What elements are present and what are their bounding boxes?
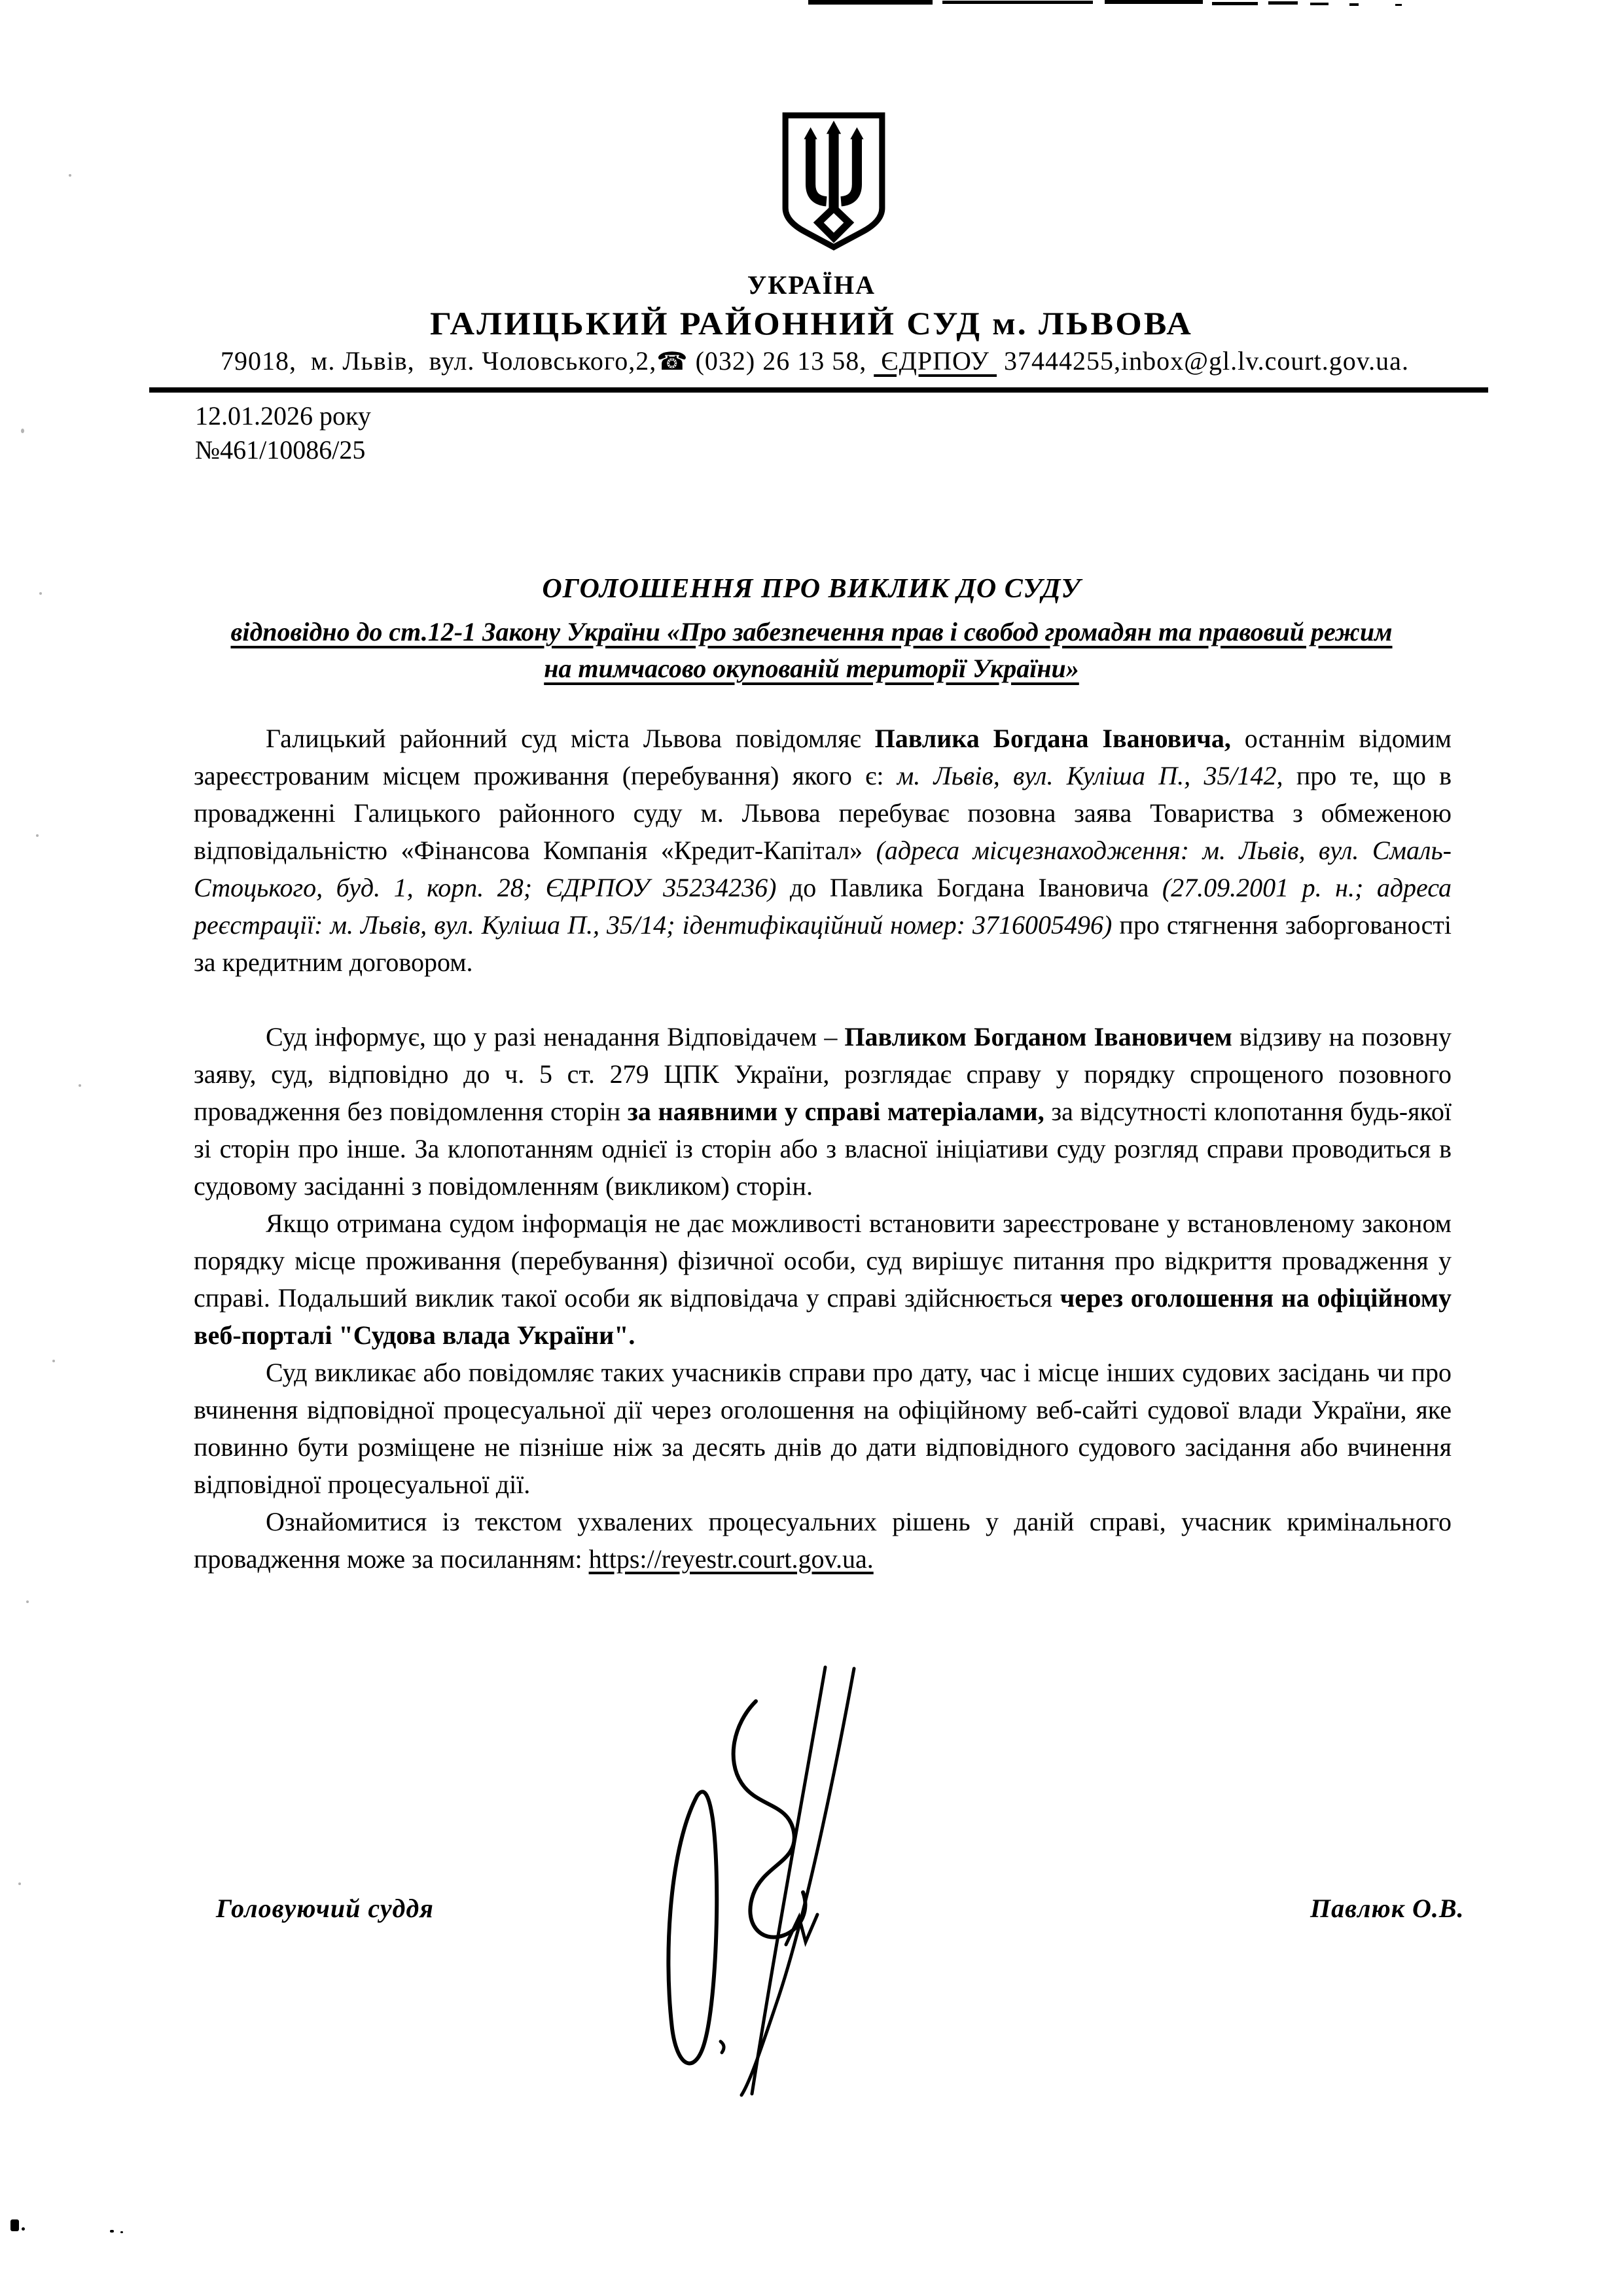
header-divider	[149, 387, 1488, 393]
scan-speck	[10, 2219, 19, 2231]
scan-speck	[79, 1084, 81, 1087]
scan-speck	[22, 2227, 25, 2231]
text-run: Павлика Богдана Івановича,	[874, 724, 1231, 753]
scan-artifact	[1310, 3, 1329, 5]
text-run: через оголошення на офіційному веб-порталі "Судова влада України".	[194, 1283, 1452, 1350]
scan-speck	[120, 2231, 123, 2233]
phone-number: (032) 26 13 58,	[688, 346, 874, 376]
text-run: Якщо отримана судом інформація не дає можливості встановити зареєстроване у встановленому законом порядку місце проживання (перебування) фізичної особи, суд вирішує питання про відкриття провадження у справі. Подальший виклик такої особи як відповідача у справі здійснюється	[194, 1209, 1452, 1313]
scan-speck	[36, 834, 39, 837]
scan-speck	[110, 2230, 114, 2233]
case-number: №461/10086/25	[195, 435, 366, 465]
subtitle-text: відповідно до ст.12-1 Закону України «Про забезпечення прав і свобод громадян та правовий режим на тимчасово окупованій території України»	[230, 617, 1393, 683]
paragraph-3	[194, 1205, 1452, 1354]
text-run: Суд інформує, що у разі ненадання Відповідачем –	[266, 1022, 845, 1051]
scan-speck	[18, 1882, 21, 1885]
scan-artifact	[1212, 2, 1258, 5]
text-run: Галицький районний суд міста Львова повідомляє	[266, 724, 875, 753]
handwritten-signature	[592, 1662, 874, 2107]
text-run: (адреса місцезнаходження: м. Львів, вул. Смаль-Стоцького, буд. 1, корп. 28; ЄДРПОУ 35234236)	[194, 836, 1452, 902]
text-run: Суд викликає або повідомляє таких учасників справи про дату, час і місце інших судових засідань чи про вчинення відповідної процесуальної дії через оголошення на офіційному веб-сайті судової влади України, яке повинно бути розміщене не пізніше ніж за десять днів до дати відповідного судового засідання або вчинення відповідної процесуальної дії.	[194, 1358, 1452, 1499]
text-run: до Павлика Богдана Івановича	[776, 873, 1162, 902]
scan-artifact	[1105, 0, 1203, 4]
paragraph-4	[194, 1354, 1452, 1503]
scan-speck	[69, 174, 71, 177]
address-part: 37444255,inbox@gl.lv.court.gov.ua.	[997, 346, 1409, 376]
scan-artifact	[1268, 1, 1298, 5]
paragraph-2	[194, 1018, 1452, 1205]
scan-artifact	[808, 0, 933, 5]
text-run: за відсутності клопотання будь-якої зі сторін про інше. За клопотанням однієї із сторін або з власної ініціативи суду розгляд справи проводиться в судовому засіданні з повідомленням (викликом) сторін.	[194, 1097, 1452, 1201]
scan-artifact	[1395, 4, 1402, 6]
text-run: Павликом Богданом Івановичем	[844, 1022, 1232, 1051]
text-run: https://reyestr.court.gov.ua.	[588, 1544, 874, 1574]
text-run: за наявними у справі матеріалами,	[627, 1097, 1044, 1126]
text-run: Ознайомитися із текстом ухвалених процесуальних рішень у даній справі, учасник кримінального провадження може за посиланням:	[194, 1507, 1452, 1574]
judge-title: Головуючий суддя	[216, 1894, 434, 1923]
scan-speck	[52, 1360, 55, 1362]
judge-name: Павлюк О.В.	[1310, 1894, 1465, 1923]
text-run: відзиву на позовну заяву, суд, відповідно до ч. 5 ст. 279 ЦПК України, розглядає справу у порядку спрощеного позовного провадження без повідомлення сторін	[194, 1022, 1452, 1126]
country-name: УКРАЇНА	[747, 270, 876, 300]
scan-artifact	[942, 1, 1093, 4]
address-part: 79018, м. Львів, вул. Чоловського,2,	[221, 346, 657, 376]
text-run: про те, що в провадженні Галицького районного суду м. Львова перебуває позовна заява Товариства з обмеженою відповідальністю «Фінансова Компанія «Кредит-Капітал»	[194, 761, 1452, 865]
paragraph-5	[194, 1503, 1452, 1578]
document-title: ОГОЛОШЕННЯ ПРО ВИКЛИК ДО СУДУ	[542, 574, 1081, 604]
text-run: м. Львів, вул. Куліша П., 35/142,	[897, 761, 1283, 790]
text-run: останнім відомим зареєстрованим місцем проживання (перебування) якого є:	[194, 724, 1452, 790]
court-name: ГАЛИЦЬКИЙ РАЙОННИЙ СУД м. ЛЬВОВА	[430, 305, 1193, 342]
phone-icon: ☎	[656, 347, 688, 376]
document-subtitle	[216, 614, 1407, 687]
document-body	[194, 720, 1452, 1578]
scan-speck	[26, 1600, 29, 1603]
text-run: (27.09.2001 р. н.; адреса реєстрації: м. Львів, вул. Куліша П., 35/14; ідентифікаційний номер: 3716005496)	[194, 873, 1452, 940]
court-address	[144, 345, 1486, 376]
edrpou-label: ЄДРПОУ	[874, 346, 997, 376]
text-run: про стягнення заборгованості за кредитним договором.	[194, 910, 1452, 977]
paragraph-1	[194, 720, 1452, 981]
scan-artifact	[1349, 3, 1359, 6]
document-date: 12.01.2026 року	[195, 401, 371, 431]
scan-speck	[21, 429, 24, 433]
ukraine-trident-emblem-icon	[777, 110, 890, 253]
